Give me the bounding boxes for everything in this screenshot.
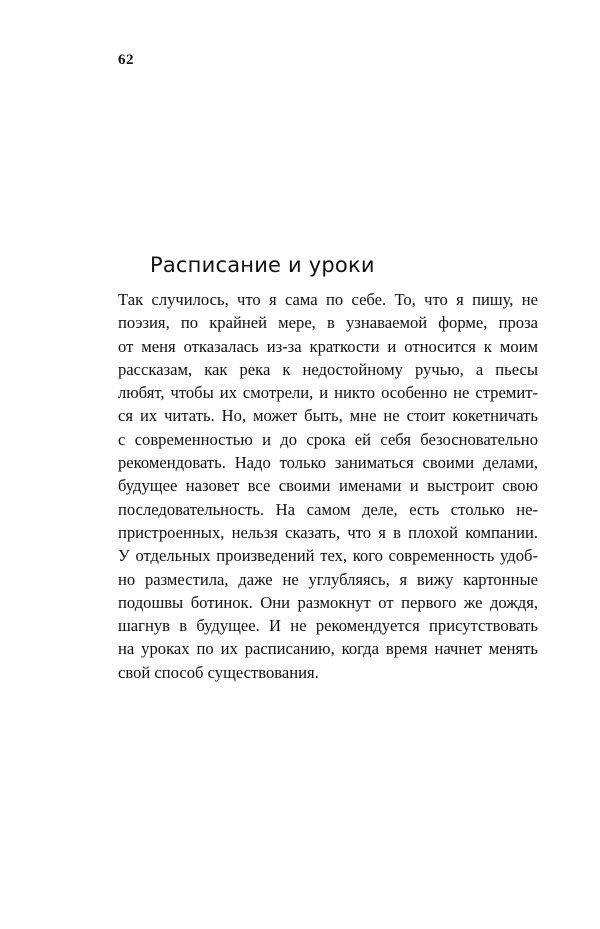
text-line: подошвы ботинок. Они размокнут от первого же дождя,: [118, 592, 538, 612]
text-line: рассказам, как река к недостойному ручью, а пьесы: [118, 359, 538, 379]
text-line: рекомендовать. Надо только заниматься своими делами,: [118, 453, 538, 473]
text-line: последовательность. На самом деле, есть столько не-: [118, 499, 538, 519]
body-paragraph: [118, 288, 538, 684]
text-line: шагнув в будущее. И не рекомендуется присутствовать: [118, 616, 538, 636]
text-line: свой способ существования.: [118, 662, 319, 682]
text-line: будущее назовет все своими именами и выстроит свою: [118, 476, 538, 496]
text-line: пристроенных, нельзя сказать, что я в плохой компании.: [118, 522, 538, 542]
text-line: от меня отказалась из-за краткости и относится к моим: [118, 336, 538, 356]
text-line: с современностью и до срока ей себя безосновательно: [118, 429, 538, 449]
text-line: У отдельных произведений тех, кого современность удоб-: [118, 546, 538, 566]
text-line: поэзия, по крайней мере, в узнаваемой форме, проза: [118, 313, 538, 333]
text-line: но разместила, даже не углубляясь, я вижу картонные: [118, 569, 538, 589]
page-number: 62: [118, 52, 134, 68]
text-line: Так случилось, что я сама по себе. То, что я пишу, не: [118, 290, 538, 309]
text-line: любят, чтобы их смотрели, и никто особенно не стремит-: [118, 383, 538, 403]
text-line: на уроках по их расписанию, когда время начнет менять: [118, 639, 538, 659]
chapter-title: Расписание и уроки: [150, 253, 375, 277]
text-line: ся их читать. Но, может быть, мне не стоит кокетничать: [118, 406, 538, 426]
